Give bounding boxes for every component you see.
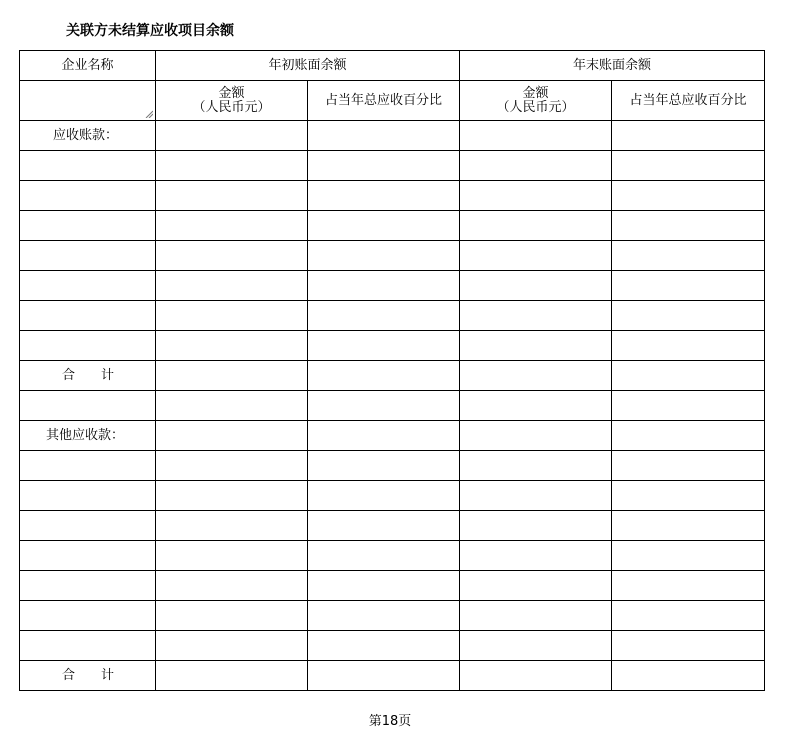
table-cell[interactable] bbox=[308, 511, 460, 541]
corner-cell bbox=[20, 81, 156, 121]
table-cell[interactable] bbox=[156, 451, 308, 481]
table-cell[interactable] bbox=[460, 661, 612, 691]
table-cell[interactable] bbox=[156, 271, 308, 301]
table-cell[interactable] bbox=[308, 451, 460, 481]
table-cell[interactable] bbox=[612, 151, 765, 181]
table-row bbox=[20, 391, 765, 421]
table-cell[interactable] bbox=[20, 271, 156, 301]
table-cell[interactable] bbox=[156, 121, 308, 151]
table-cell[interactable] bbox=[460, 151, 612, 181]
receivables-balance-table bbox=[19, 50, 765, 691]
table-row bbox=[20, 181, 765, 211]
other-receivables-total-label: 合 计 bbox=[20, 661, 156, 691]
table-cell[interactable] bbox=[460, 511, 612, 541]
table-cell[interactable] bbox=[612, 451, 765, 481]
table-cell[interactable] bbox=[612, 421, 765, 451]
receivables-total-label: 合 计 bbox=[20, 361, 156, 391]
table-cell[interactable] bbox=[460, 241, 612, 271]
table-cell[interactable] bbox=[20, 391, 156, 421]
table-cell[interactable] bbox=[308, 571, 460, 601]
table-cell[interactable] bbox=[156, 541, 308, 571]
table-cell[interactable] bbox=[460, 571, 612, 601]
other-receivables-label: 其他应收款： bbox=[20, 421, 156, 451]
table-cell[interactable] bbox=[156, 391, 308, 421]
closing-amount-label: 金额 bbox=[522, 85, 549, 101]
opening-percent-header: 占当年总应收百分比 bbox=[308, 81, 460, 121]
table-cell[interactable] bbox=[612, 271, 765, 301]
table-cell[interactable] bbox=[308, 331, 460, 361]
table-cell[interactable] bbox=[308, 121, 460, 151]
table-row bbox=[20, 541, 765, 571]
section-row-other-receivables bbox=[20, 421, 765, 451]
opening-amount-header bbox=[156, 81, 308, 121]
table-cell[interactable] bbox=[612, 541, 765, 571]
table-row bbox=[20, 301, 765, 331]
document-title: 关联方未结算应收项目余额 bbox=[66, 23, 234, 39]
table-cell[interactable] bbox=[308, 481, 460, 511]
table-cell[interactable] bbox=[20, 601, 156, 631]
table-cell[interactable] bbox=[612, 331, 765, 361]
table-cell[interactable] bbox=[308, 601, 460, 631]
table-cell[interactable] bbox=[156, 361, 308, 391]
table-cell[interactable] bbox=[308, 151, 460, 181]
header-row-2 bbox=[20, 81, 765, 121]
table-cell[interactable] bbox=[612, 301, 765, 331]
table-cell[interactable] bbox=[156, 241, 308, 271]
table-cell[interactable] bbox=[460, 121, 612, 151]
table-row bbox=[20, 601, 765, 631]
table-cell[interactable] bbox=[20, 571, 156, 601]
table-cell[interactable] bbox=[460, 361, 612, 391]
table-cell[interactable] bbox=[20, 181, 156, 211]
table-row bbox=[20, 151, 765, 181]
table-cell[interactable] bbox=[308, 271, 460, 301]
table-row bbox=[20, 241, 765, 271]
table-cell[interactable] bbox=[20, 301, 156, 331]
table-cell[interactable] bbox=[156, 601, 308, 631]
closing-percent-header: 占当年总应收百分比 bbox=[612, 81, 765, 121]
opening-amount-label: 金额 bbox=[218, 85, 245, 101]
table-cell[interactable] bbox=[156, 571, 308, 601]
page-number: 第18页 bbox=[368, 714, 412, 729]
table-cell[interactable] bbox=[308, 361, 460, 391]
table-cell[interactable] bbox=[308, 541, 460, 571]
table-row bbox=[20, 481, 765, 511]
table-cell[interactable] bbox=[308, 421, 460, 451]
table-cell[interactable] bbox=[308, 181, 460, 211]
table-cell[interactable] bbox=[612, 241, 765, 271]
table-cell[interactable] bbox=[20, 511, 156, 541]
table-cell[interactable] bbox=[156, 661, 308, 691]
table-cell[interactable] bbox=[156, 331, 308, 361]
table-cell[interactable] bbox=[612, 211, 765, 241]
total-row-other-receivables bbox=[20, 661, 765, 691]
table-cell[interactable] bbox=[460, 541, 612, 571]
closing-amount-header bbox=[460, 81, 612, 121]
table-cell[interactable] bbox=[460, 391, 612, 421]
table-cell[interactable] bbox=[460, 421, 612, 451]
table-cell[interactable] bbox=[308, 211, 460, 241]
table-cell[interactable] bbox=[20, 331, 156, 361]
table-cell[interactable] bbox=[308, 301, 460, 331]
table-cell[interactable] bbox=[612, 511, 765, 541]
table-row bbox=[20, 451, 765, 481]
table-cell[interactable] bbox=[612, 571, 765, 601]
table-cell[interactable] bbox=[612, 391, 765, 421]
table-cell[interactable] bbox=[156, 301, 308, 331]
opening-amount-unit: （人民币元） bbox=[192, 99, 271, 115]
table-cell[interactable] bbox=[156, 181, 308, 211]
table-cell[interactable] bbox=[612, 361, 765, 391]
table-cell[interactable] bbox=[20, 541, 156, 571]
table-cell[interactable] bbox=[156, 421, 308, 451]
table-row bbox=[20, 271, 765, 301]
receivables-label: 应收账款： bbox=[20, 121, 156, 151]
table-row bbox=[20, 631, 765, 661]
table-row bbox=[20, 571, 765, 601]
table-cell[interactable] bbox=[20, 211, 156, 241]
table-cell[interactable] bbox=[20, 481, 156, 511]
table-cell[interactable] bbox=[20, 631, 156, 661]
table-row bbox=[20, 331, 765, 361]
table-cell[interactable] bbox=[612, 631, 765, 661]
table-cell[interactable] bbox=[460, 301, 612, 331]
table-cell[interactable] bbox=[460, 481, 612, 511]
table-cell[interactable] bbox=[612, 601, 765, 631]
table-cell[interactable] bbox=[308, 661, 460, 691]
table-cell[interactable] bbox=[20, 451, 156, 481]
table-row bbox=[20, 511, 765, 541]
table-cell[interactable] bbox=[156, 511, 308, 541]
table-cell[interactable] bbox=[460, 451, 612, 481]
table-cell[interactable] bbox=[612, 121, 765, 151]
table-cell[interactable] bbox=[308, 391, 460, 421]
header-row-1 bbox=[20, 51, 765, 81]
table-cell[interactable] bbox=[612, 181, 765, 211]
table-cell[interactable] bbox=[156, 631, 308, 661]
table-cell[interactable] bbox=[612, 661, 765, 691]
table-cell[interactable] bbox=[156, 151, 308, 181]
closing-balance-header: 年末账面余额 bbox=[460, 51, 765, 81]
opening-balance-header: 年初账面余额 bbox=[156, 51, 460, 81]
table-cell[interactable] bbox=[612, 481, 765, 511]
table-cell[interactable] bbox=[460, 271, 612, 301]
total-row-receivables bbox=[20, 361, 765, 391]
table-cell[interactable] bbox=[156, 211, 308, 241]
table-row bbox=[20, 211, 765, 241]
table-cell[interactable] bbox=[20, 151, 156, 181]
table-cell[interactable] bbox=[156, 481, 308, 511]
table-cell[interactable] bbox=[20, 241, 156, 271]
table-cell[interactable] bbox=[460, 331, 612, 361]
table-cell[interactable] bbox=[460, 601, 612, 631]
resize-grip-icon bbox=[145, 110, 153, 118]
section-row-receivables bbox=[20, 121, 765, 151]
table-cell[interactable] bbox=[460, 211, 612, 241]
closing-amount-unit: （人民币元） bbox=[496, 99, 575, 115]
table-cell[interactable] bbox=[308, 241, 460, 271]
table-cell[interactable] bbox=[460, 631, 612, 661]
table-cell[interactable] bbox=[308, 631, 460, 661]
company-name-header: 企业名称 bbox=[20, 51, 156, 81]
table-cell[interactable] bbox=[460, 181, 612, 211]
